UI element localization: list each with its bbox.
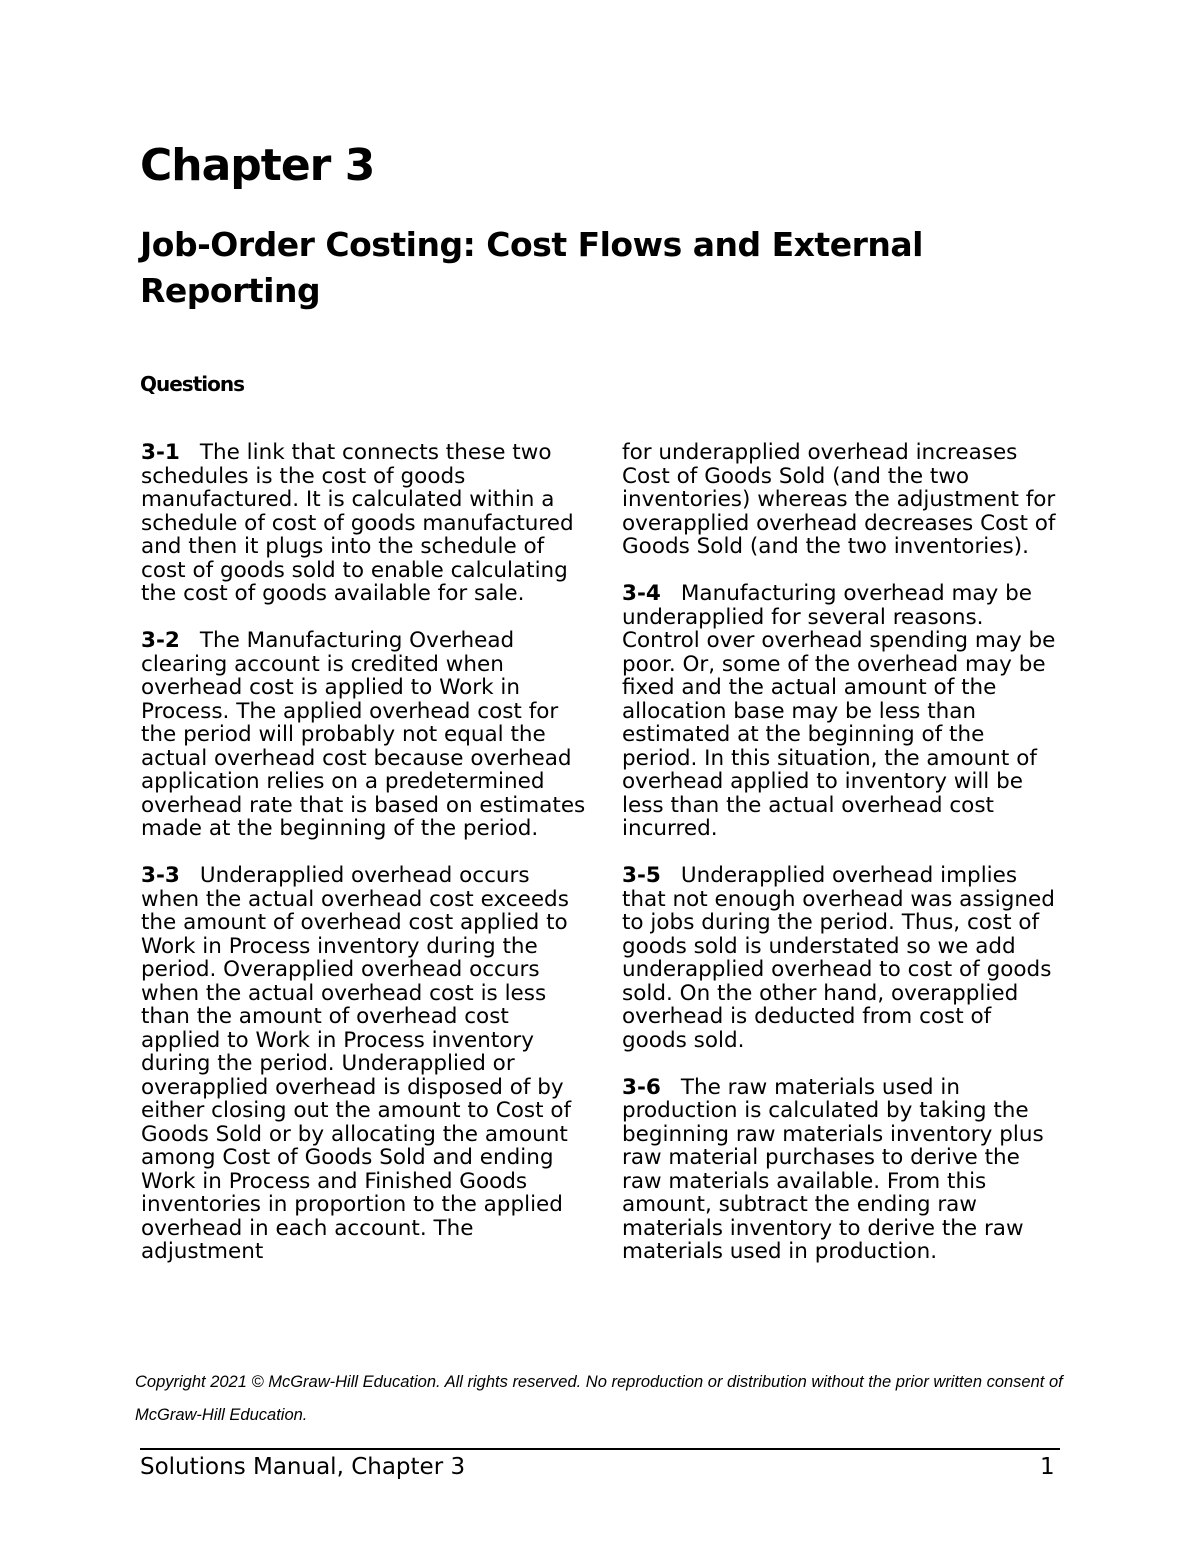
answer-text: Underapplied overhead implies that not enough overhead was assigned to jobs during the period. Thus, cost of goods sold is understated so we add underapplied overhead to cost of goods sold. On the other hand, overapplied overhead is deducted from cost of goods sold. (622, 863, 1055, 1053)
right-column (622, 441, 1062, 1287)
answer-number: 3-3 (141, 863, 180, 888)
chapter-title: Chapter 3 (140, 140, 375, 191)
answer-text: The raw materials used in production is calculated by taking the beginning raw materials inventory plus raw material purchases to derive the raw materials available. From this amount, subtract the ending raw materials inventory to derive the raw materials used in production. (622, 1074, 1044, 1264)
page-number: 1 (1040, 1454, 1055, 1480)
footer-divider (140, 1448, 1060, 1450)
answer-3-3 (141, 864, 591, 1264)
copyright-notice: Copyright 2021 © McGraw-Hill Education. All rights reserved. No reproduction or distribution without the prior written consent of McGraw-Hill Education. (135, 1373, 1063, 1424)
answer-text: Manufacturing overhead may be underapplied for several reasons. Control over overhead spending may be poor. Or, some of the overhead may be fixed and the actual amount of the allocation base may be less than estimated at the beginning of the period. In this situation, the amount of overhead applied to inventory will be less than the actual overhead cost incurred. (622, 581, 1056, 841)
answer-number: 3-2 (141, 628, 180, 653)
answer-3-6 (622, 1076, 1062, 1264)
answer-number: 3-6 (622, 1074, 661, 1100)
answer-3-1 (141, 441, 591, 606)
answer-3-3-continued (622, 441, 1062, 559)
left-column (141, 441, 591, 1287)
answer-text: The link that connects these two schedules is the cost of goods manufactured. It is calculated within a schedule of cost of goods manufactured and then it plugs into the schedule of cost of goods sold to enable calculating the cost of goods available for sale. (141, 440, 574, 606)
answer-text: The Manufacturing Overhead clearing account is credited when overhead cost is applied to Work in Process. The applied overhead cost for the period will probably not equal the actual overhead cost because overhead application relies on a predetermined overhead rate that is based on estimates made at the beginning of the period. (141, 628, 586, 841)
answer-3-4 (622, 582, 1062, 841)
answer-3-2 (141, 629, 591, 841)
answer-3-5 (622, 864, 1062, 1052)
answer-text: for underapplied overhead increases Cost of Goods Sold (and the two inventories) whereas the adjustment for overapplied overhead decreases Cost of Goods Sold (and the two inventories). (622, 440, 1056, 559)
answer-number: 3-5 (622, 863, 661, 888)
answer-number: 3-1 (141, 440, 180, 465)
chapter-subtitle: Job-Order Costing: Cost Flows and External Reporting (140, 225, 923, 310)
footer-title: Solutions Manual, Chapter 3 (140, 1454, 466, 1480)
section-heading: Questions (140, 372, 245, 396)
answer-text: Underapplied overhead occurs when the actual overhead cost exceeds the amount of overhead cost applied to Work in Process inventory during the period. Overapplied overhead occurs when the actual overhead cost is less than the amount of overhead cost applied to Work in Process inventory during the period. Underapplied or overapplied overhead is disposed of by either closing out the amount to Cost of Goods Sold or by allocating the amount among Cost of Goods Sold and ending Work in Process and Finished Goods inventories in proportion to the applied overhead in each account. The adjustment (141, 863, 572, 1264)
answer-number: 3-4 (622, 581, 661, 606)
